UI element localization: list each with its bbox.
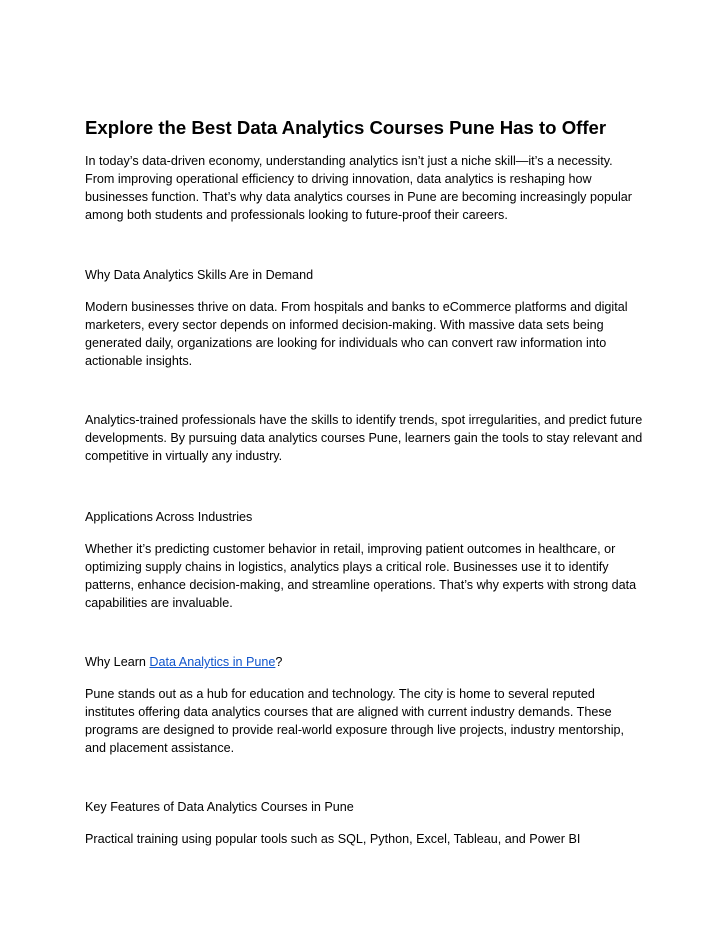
why-learn-paragraph: Pune stands out as a hub for education and technology. The city is home to several reputed institutes offering data analytics courses that are aligned with current industry demands. These programs are designed to provide real-world exposure through live projects, industry mentorship, and placement assistance. [85, 687, 625, 755]
intro-paragraph: In today’s data-driven economy, understanding analytics isn’t just a niche skill—it’s a necessity. From improving operational efficiency to driving innovation, data analytics is reshaping how businesses function. That’s why data analytics courses in Pune are becoming increasingly popular among both students and professionals looking to future-proof their careers. [85, 154, 632, 222]
section-heading-demand: Why Data Analytics Skills Are in Demand [85, 268, 314, 282]
key-features-item-1: Practical training using popular tools such as SQL, Python, Excel, Tableau, and Power BI [85, 832, 581, 846]
data-analytics-pune-link[interactable]: Data Analytics in Pune [149, 655, 276, 669]
section-heading-applications: Applications Across Industries [85, 510, 253, 524]
section-heading-why-learn [85, 654, 645, 672]
section-heading-key-features: Key Features of Data Analytics Courses in Pune [85, 800, 354, 814]
demand-paragraph-2: Analytics-trained professionals have the skills to identify trends, spot irregularities, and predict future developments. By pursuing data analytics courses Pune, learners gain the tools to stay relevant and competitive in virtually any industry. [85, 413, 643, 463]
why-learn-prefix: Why Learn [85, 655, 150, 669]
applications-paragraph: Whether it’s predicting customer behavior in retail, improving patient outcomes in healthcare, or optimizing supply chains in logistics, analytics plays a critical role. Businesses use it to identify patterns, enhance decision-making, and streamline operations. That’s why experts with strong data capabilities are invaluable. [85, 542, 637, 610]
demand-paragraph-1: Modern businesses thrive on data. From hospitals and banks to eCommerce platforms and digital marketers, every sector depends on informed decision-making. With massive data sets being generated daily, organizations are looking for individuals who can convert raw information into actionable insights. [85, 300, 628, 368]
document-title: Explore the Best Data Analytics Courses Pune Has to Offer [85, 117, 607, 138]
why-learn-suffix: ? [275, 655, 283, 669]
